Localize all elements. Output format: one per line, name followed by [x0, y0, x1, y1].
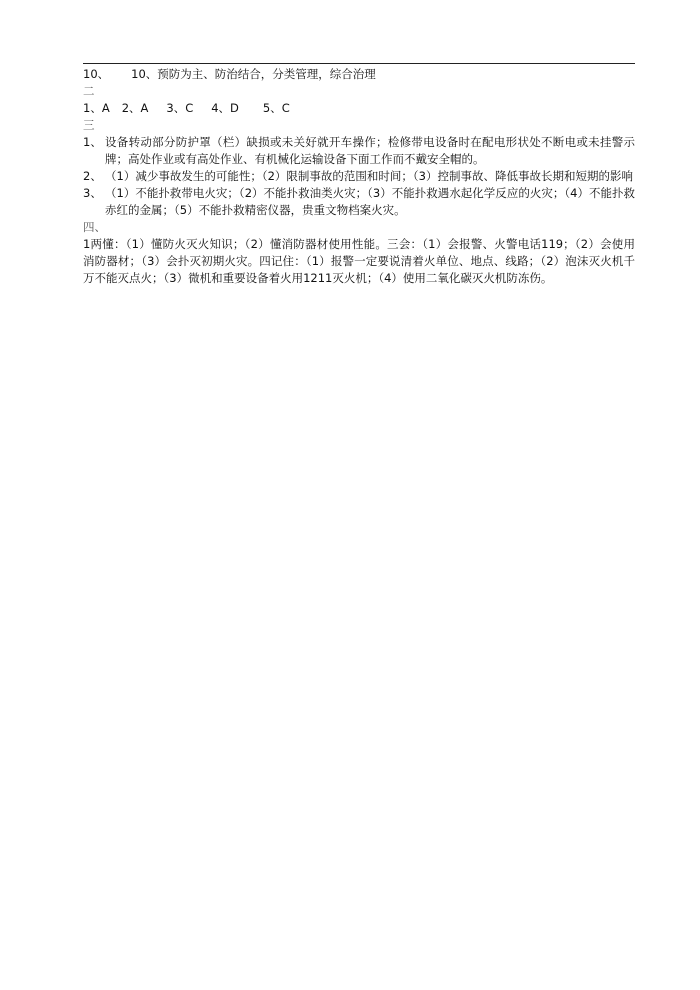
item-text: 设备转动部分防护罩（栏）缺损或未关好就开车操作；检修带电设备时在配电形状处不断电或未挂警示牌；高处作业或有高处作业、有机械化运输设备下面工作而不戴安全帽的。	[105, 135, 635, 166]
answer-10-number: 10、	[83, 67, 110, 81]
section-4-heading: 四、	[83, 220, 106, 234]
section-4-paragraph: 1两懂：（1）懂防火灭火知识；（2）懂消防器材使用性能。三会：（1）会报警、火警电话119；（2）会使用消防器材；（3）会扑灭初期火灾。四记住：（1）报警一定要说清着火单位、地点、线路；（2）泡沫灭火机千万不能灭点火；（3）微机和重要设备着火用1211灭火机；（4）使用二氧化碳灭火机防冻伤。	[83, 237, 635, 285]
item-text: （1）不能扑救带电火灾；（2）不能扑救油类火灾；（3）不能扑救遇水起化学反应的火灾；（4）不能扑救赤红的金属；（5）不能扑救精密仪器，贵重文物档案火灾。	[105, 186, 635, 217]
answer-choice: 1、A	[83, 101, 110, 115]
section-3-item-3	[83, 185, 635, 219]
item-number: 3、	[83, 186, 102, 200]
answer-choice: 5、C	[262, 101, 290, 115]
answer-10-text: 10、预防为主、防治结合，分类管理，综合治理	[131, 67, 376, 81]
section-2-answers	[83, 100, 635, 117]
answer-content	[83, 66, 635, 287]
item-text: （1）减少事故发生的可能性；（2）限制事故的范围和时间；（3）控制事故、降低事故长期和短期的影响	[105, 169, 633, 183]
section-2-heading: 二	[83, 84, 95, 98]
section-3-heading: 三	[83, 118, 95, 132]
answer-choice: 3、C	[166, 101, 194, 115]
section-3-item-2	[83, 168, 635, 185]
section-3-item-1	[83, 134, 635, 168]
top-rule-divider	[83, 63, 635, 64]
item-number: 2、	[83, 169, 102, 183]
answer-choice: 4、D	[211, 101, 239, 115]
answer-line-10	[83, 66, 635, 83]
answer-choice: 2、A	[121, 101, 149, 115]
item-number: 1、	[83, 135, 102, 149]
